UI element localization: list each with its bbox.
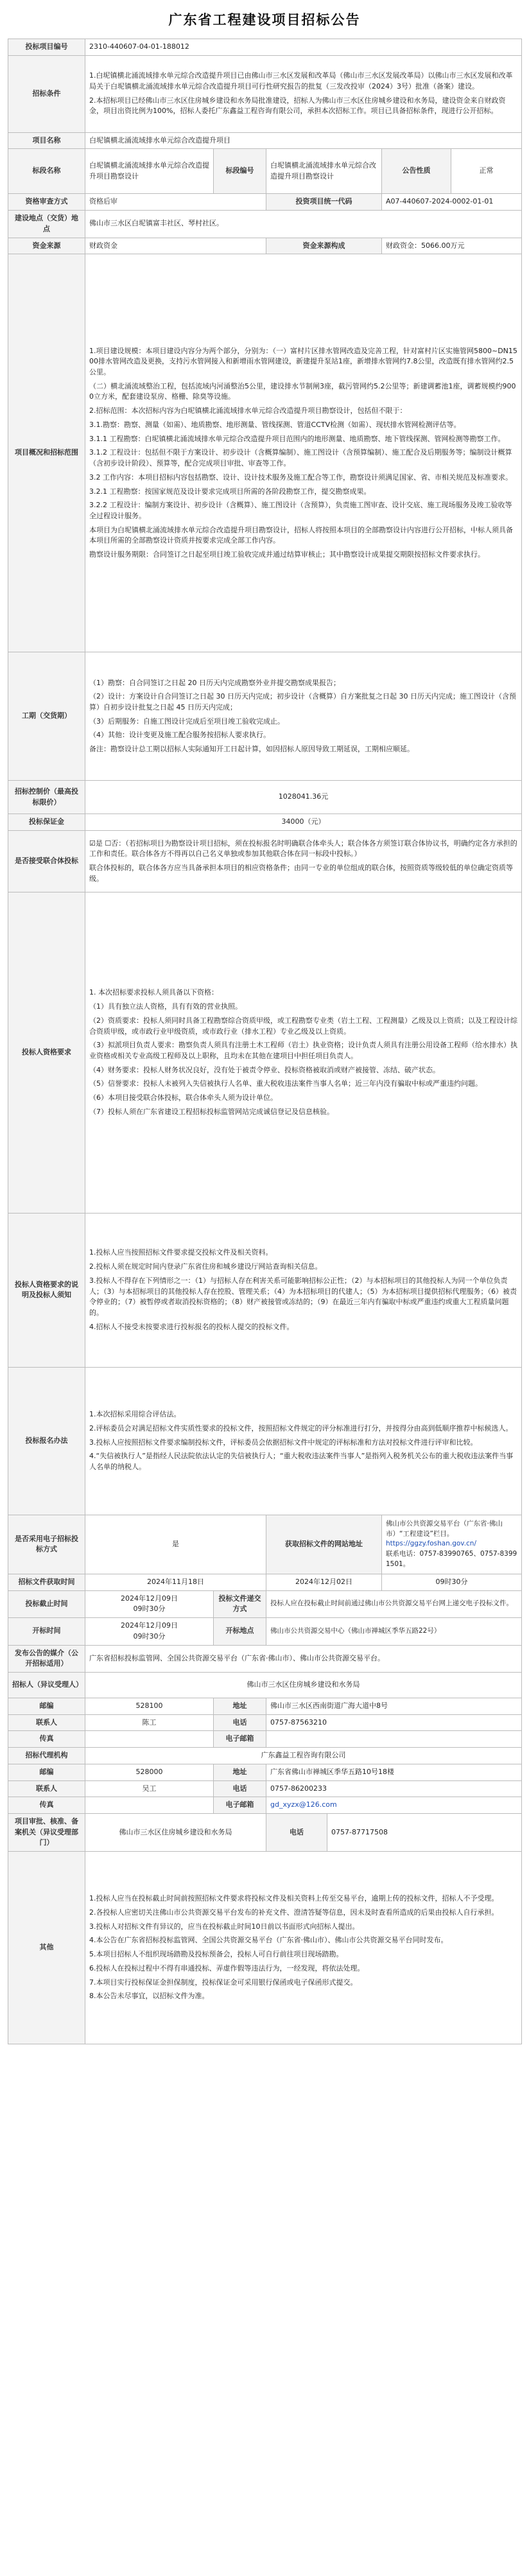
row-supervise (8, 1814, 522, 1852)
consortium-note: 联合体投标的，联合体各方应当具备承担本项目的相应资格条件；由同一专业的单位组成的联合体，按照资质等级较低的单位确定资质等级。 (89, 863, 513, 883)
row-agency-contact (8, 1780, 522, 1797)
value-open-time (85, 1618, 214, 1645)
period-item: （1）勘察：自合同签订之日起 20 日历天内完成勘察外业并提交勘察成果报告； (89, 678, 340, 687)
overview-item: 3.2.1 工程勘察：按国家规范及设计要求完成项目所需的各阶段勘察工作，提交勘察成果。 (89, 487, 371, 496)
overview-item: 3.1.2 工程设计：包括但不限于方案设计、初步设计（含概算编制）、施工图设计（含预算编制）、施工配合及后期服务等；编制设计概算（含初步设计阶段）、预算等，配合完成项目审批、审查等工作。 (89, 448, 512, 468)
label-tenderer-email: 电子邮箱 (214, 1731, 266, 1748)
label-conditions: 招标条件 (8, 55, 85, 132)
remark-item: 2.各投标人应密切关注佛山市公共资源交易平台发布的补充文件、澄清答疑等信息，因未及时查看所造成的后果由投标人自行承担。 (89, 1908, 499, 1917)
value-project-name: 白坭镇横北涌流域排水单元综合改造提升项目 (85, 132, 522, 149)
label-agency: 招标代理机构 (8, 1748, 85, 1764)
value-submit-method: 投标人应在投标截止时间前通过佛山市公共资源交易平台网上递交电子投标文件。 (266, 1590, 522, 1617)
label-doc-time: 招标文件获取时间 (8, 1574, 85, 1590)
row-doc-time (8, 1574, 522, 1590)
row-media (8, 1645, 522, 1672)
value-overview (85, 254, 522, 652)
label-agency-email: 电子邮箱 (214, 1797, 266, 1814)
value-other-req (85, 1213, 522, 1367)
evaluation-item: 2.评标委员会对满足招标文件实质性要求的投标文件，按照招标文件规定的评分标准进行打分，并按得分由高到低顺序推荐中标候选人。 (89, 1423, 513, 1432)
value-tenderer-email (266, 1731, 522, 1748)
qualification-item: （5）信誉要求：投标人未被列入失信被执行人名单、重大税收违法案件当事人名单；近三年内没有骗取中标或严重违约问题。 (89, 1079, 482, 1088)
row-remark (8, 1852, 522, 2044)
value-agency-fax (85, 1797, 214, 1814)
label-tenderer: 招标人（异议受理人） (8, 1672, 85, 1698)
value-evaluation (85, 1367, 522, 1515)
label-get-method: 获取招标文件的网站地址 (266, 1515, 382, 1574)
period-item: （3）后期服务：自施工图设计完成后至项目竣工验收完成止。 (89, 717, 284, 726)
condition-1: 1.白坭镇横北涌流域排水单元综合改造提升项目已由佛山市三水区发展和改革局（佛山市三水区发展改革局）以佛山市三水区发展和改革局关于白坭镇横北涌流域排水单元综合改造提升项目可行性研究报告的批复（三发改投审（2024）3号）批准（备案）建设。 (89, 71, 513, 91)
page-title: 广东省工程建设项目招标公告 (168, 12, 361, 28)
period-item: （2）设计：方案设计自合同签订之日起 30 日历天内完成；初步设计（含概算）自方案批复之日起 30 日历天内完成；施工图设计（含预算）自初步设计批复之日起 45 日历天内完成； (89, 692, 516, 711)
value-tenderer-phone: 0757-87563210 (266, 1714, 522, 1731)
label-open-place: 开标地点 (214, 1618, 266, 1645)
qualification-item: （4）财务要求：投标人财务状况良好，没有处于被责令停业、投标资格被取消或财产被接管、冻结、破产状态。 (89, 1065, 440, 1074)
get-method-url[interactable]: https://ggzy.foshan.gov.cn/ (386, 1540, 476, 1548)
value-bid-deadline (85, 1590, 214, 1617)
label-review: 资格审查方式 (8, 194, 85, 211)
consortium-text: ☑是 ☐否：（若招标项目为勘察设计项目招标，须在投标报名时明确联合体牵头人；联合体各方须签订联合体协议书，明确约定各方承担的工作和责任。联合体各方不得再以自己名义单独或参加其他联合体在同一标段中投标。） (89, 839, 517, 858)
row-open (8, 1618, 522, 1645)
value-agency-addr: 广东省佛山市禅城区季华五路10号18楼 (266, 1764, 522, 1780)
row-evaluation (8, 1367, 522, 1515)
label-project-code: 投标项目编号 (8, 39, 85, 55)
value-media: 广东省招标投标监管网、全国公共资源交易平台（广东省·佛山市）、佛山市公共资源交易平台。 (85, 1645, 522, 1672)
label-tenderer-post: 邮编 (8, 1698, 85, 1714)
value-tenderer-post: 528100 (85, 1698, 214, 1714)
row-other-req (8, 1213, 522, 1367)
label-consortium: 是否接受联合体投标 (8, 830, 85, 892)
period-item: （4）其他：设计变更及施工配合服务按招标人要求执行。 (89, 731, 270, 740)
bid-deadline-hour: 09时30分 (133, 1605, 166, 1614)
value-section-name: 白坭镇横北涌流域排水单元综合改造提升项目勘察设计 (85, 149, 214, 194)
open-time-hour: 09时30分 (133, 1632, 166, 1640)
remark-item: 4.本公告在广东省招标投标监管网、全国公共资源交易平台（广东省·佛山市）、佛山市公共资源交易平台同时发布。 (89, 1936, 448, 1945)
label-agency-post: 邮编 (8, 1764, 85, 1780)
row-project-code (8, 39, 522, 55)
row-budget (8, 781, 522, 814)
label-overview: 项目概况和招标范围 (8, 254, 85, 652)
value-budget: 1028041.36元 (85, 781, 522, 814)
label-section-code: 标段编号 (214, 149, 266, 194)
label-approval-code: 投资项目统一代码 (266, 194, 382, 211)
value-electronic: 是 (85, 1515, 266, 1574)
condition-2: 2.本招标项目已经佛山市三水区住房城乡建设和水务局批准建设，招标人为佛山市三水区住房城乡建设和水务局，建设资金来自财政资金，项目出资比例为100%，招标人委托广东鑫益工程咨询有限公司，承担本次招标工作。项目已具备招标条件，现进行公开招标。 (89, 96, 506, 116)
value-remark (85, 1852, 522, 2044)
value-location: 佛山市三水区白坭镇富丰社区、琴村社区。 (85, 211, 522, 238)
get-method-phone: 联系电话：0757-83990765、0757-83991501。 (386, 1550, 517, 1569)
label-tenderer-addr: 地址 (214, 1698, 266, 1714)
open-time-date: 2024年12月09日 (121, 1621, 178, 1630)
label-agency-fax: 传真 (8, 1797, 85, 1814)
row-overview (8, 254, 522, 652)
label-evaluation: 投标报名办法 (8, 1367, 85, 1515)
remark-item: 8.本公告未尽事宜，以招标文件为准。 (89, 1992, 209, 2001)
label-qualification: 投标人资格要求 (8, 892, 85, 1213)
label-agency-contact: 联系人 (8, 1780, 85, 1797)
overview-item: （二）横北涌流域整治工程，包括流域内河涌整治5公里，建设排水节制闸3座，截污管网约5.2公里等；新建调蓄池1座，调蓄规模约9000立方米，配套建设泵房、格栅、除臭等设施。 (89, 381, 516, 401)
value-get-method (382, 1515, 522, 1574)
remark-item: 7.本项目实行投标保证金担保制度，投标保证金可采用银行保函或电子保函形式提交。 (89, 1978, 358, 1987)
remark-item: 6.投标人在投标过程中不得有串通投标、弄虚作假等违法行为，一经发现，将依法处理。 (89, 1963, 365, 1972)
qualification-item: （6）本项目接受联合体投标，联合体牵头人须为设计单位。 (89, 1093, 277, 1102)
value-tenderer-fax (85, 1731, 214, 1748)
label-agency-phone: 电话 (214, 1780, 266, 1797)
qualification-item: （1）具有独立法人资格，具有有效的营业执照。 (89, 1002, 242, 1011)
value-agency-contact: 吴工 (85, 1780, 214, 1797)
value-approval-code: A07-440607-2024-0002-01-01 (382, 194, 522, 211)
value-supervise-phone: 0757-87717508 (327, 1814, 522, 1852)
row-review (8, 194, 522, 211)
row-deadline (8, 1590, 522, 1617)
value-notice-nature: 正常 (451, 149, 522, 194)
value-doc-time-start: 2024年11月18日 (85, 1574, 266, 1590)
value-supervise-name: 佛山市三水区住房城乡建设和水务局 (85, 1814, 266, 1852)
bid-deadline-date: 2024年12月09日 (121, 1594, 178, 1603)
value-agency-post: 528000 (85, 1764, 214, 1780)
label-remark: 其他 (8, 1852, 85, 2044)
label-submit-method: 投标文件递交方式 (214, 1590, 266, 1617)
value-consortium (85, 830, 522, 892)
label-capital-source: 资金来源 (8, 238, 85, 254)
value-tenderer-addr: 佛山市三水区西南街道广海大道中8号 (266, 1698, 522, 1714)
label-tenderer-contact: 联系人 (8, 1714, 85, 1731)
value-agency-phone: 0757-86200233 (266, 1780, 522, 1797)
overview-item: 3.1.勘察：勘察、测量（如需）、地质勘察、地形测量、管线探测、管道CCTV检测（如需）、现状排水管网检测评估等。 (89, 420, 461, 429)
remark-item: 1.投标人应当在投标截止时间前按照招标文件要求将投标文件及相关资料上传至交易平台，逾期上传的投标文件，招标人不予受理。 (89, 1894, 499, 1903)
value-project-code: 2310-440607-04-01-188012 (85, 39, 522, 55)
row-electronic (8, 1515, 522, 1574)
evaluation-item: 1.本次招标采用综合评估法。 (89, 1410, 181, 1419)
label-deposit: 投标保证金 (8, 814, 85, 831)
row-tenderer-addr (8, 1698, 522, 1714)
overview-item: 2.招标范围：本次招标内容为白坭镇横北涌流域排水单元综合改造提升项目勘察设计，包括但不限于： (89, 406, 407, 415)
row-section (8, 149, 522, 194)
value-period (85, 652, 522, 781)
label-project-name: 项目名称 (8, 132, 85, 149)
label-tenderer-fax: 传真 (8, 1731, 85, 1748)
overview-item: 3.1.1 工程勘察：白坭镇横北涌流域排水单元综合改造提升项目范围内的地形测量、地质勘察、地下管线探测、管网检测等勘察工作。 (89, 434, 505, 443)
label-agency-addr: 地址 (214, 1764, 266, 1780)
value-review: 资格后审 (85, 194, 266, 211)
label-location: 建设地点（交货）地点 (8, 211, 85, 238)
scope-item: 勘察设计服务期限：合同签订之日起至项目竣工验收完成并通过结算审核止；其中勘察设计成果提交期限按招标文件要求执行。 (89, 550, 485, 559)
label-section-name: 标段名称 (8, 149, 85, 194)
row-capital (8, 238, 522, 254)
value-capital-ratio: 财政资金：5066.00万元 (382, 238, 522, 254)
row-tenderer-contact (8, 1714, 522, 1731)
value-deposit: 34000（元） (85, 814, 522, 831)
other-req-item: 3.投标人不得存在下列情形之一：（1）与招标人存在利害关系可能影响招标公正性；（2）与本招标项目的其他投标人为同一个单位负责人；（3）与本招标项目的其他投标人存在控股、管理关系；（4）为本招标项目的代建人；（5）为本招标项目提供招标代理服务；（6）被责令停业的；（7）被暂停或者取消投标资格的；（8）财产被接管或冻结的；（9）在最近三年内有骗取中标或严重违约或重大工程质量问题的。 (89, 1276, 517, 1318)
value-conditions (85, 55, 522, 132)
overview-item: 3.2.2 工程设计：编制方案设计、初步设计（含概算）、施工图设计（含预算），负责施工图审查、设计交底、施工现场服务及竣工验收等全过程设计服务。 (89, 501, 512, 520)
other-req-item: 1.投标人应当按照招标文件要求提交投标文件及相关资料。 (89, 1248, 273, 1257)
overview-item: 3.2 工作内容：本项目招标内容包括勘察、设计、设计技术服务及施工配合等工作，勘察设计须满足国家、省、市相关规范及标准要求。 (89, 473, 512, 482)
value-doc-time-end: 2024年12月02日 (266, 1574, 382, 1590)
value-open-place: 佛山市公共资源交易中心（佛山市禅城区季华五路22号） (266, 1618, 522, 1645)
label-supervise-phone: 电话 (266, 1814, 327, 1852)
row-location (8, 211, 522, 238)
qualification-item: （7）投标人须在广东省建设工程招标投标监管网站完成诚信登记及信息核验。 (89, 1107, 334, 1116)
qualification-item: （2）资质要求：投标人须同时具备工程勘察综合资质甲级，或工程勘察专业类（岩土工程、工程测量）乙级及以上资质；以及工程设计综合资质甲级，或市政行业甲级资质，或市政行业（排水工程）专业乙级及以上资质。 (89, 1016, 517, 1036)
value-tenderer-name: 佛山市三水区住房城乡建设和水务局 (85, 1672, 522, 1698)
qualification-item: 1. 本次招标要求投标人须具备以下资格： (89, 988, 218, 997)
get-method-text: 佛山市公共资源交易平台（广东省·佛山市）“工程建设”栏目。 (386, 1519, 503, 1538)
label-media: 发布公告的媒介（公开招标适用） (8, 1645, 85, 1672)
evaluation-item: 4.“失信被执行人”是指经人民法院依法认定的失信被执行人；“重大税收违法案件当事人”是指列入税务机关公布的重大税收违法案件当事人名单的纳税人。 (89, 1452, 514, 1472)
row-project-name (8, 132, 522, 149)
scope-item: 本项目为白坭镇横北涌流域排水单元综合改造提升项目勘察设计，招标人将按照本项目的全部勘察设计内容进行公开招标，中标人须具备本项目所需的全部勘察设计资质并按要求完成全部工作内容。 (89, 525, 513, 545)
period-item: 备注：勘察设计总工期以招标人实际通知开工日起计算，如因招标人原因导致工期延误，工期相应顺延。 (89, 745, 414, 754)
label-electronic: 是否采用电子招标投标方式 (8, 1515, 85, 1574)
row-agency-fax (8, 1797, 522, 1814)
other-req-item: 2.投标人须在规定时间内登录广东省住房和城乡建设厅网站查询相关信息。 (89, 1262, 322, 1271)
label-capital-ratio: 资金来源构成 (266, 238, 382, 254)
row-conditions (8, 55, 522, 132)
row-consortium (8, 830, 522, 892)
value-qualification (85, 892, 522, 1213)
value-section-code: 白坭镇横北涌流域排水单元综合改造提升项目勘察设计 (266, 149, 382, 194)
row-period (8, 652, 522, 781)
value-agency-name: 广东鑫益工程咨询有限公司 (85, 1748, 522, 1764)
label-notice-nature: 公告性质 (382, 149, 451, 194)
row-tenderer-name (8, 1672, 522, 1698)
row-agency-name (8, 1748, 522, 1764)
value-doc-time-end-hour: 09时30分 (382, 1574, 522, 1590)
label-open-time: 开标时间 (8, 1618, 85, 1645)
label-tenderer-phone: 电话 (214, 1714, 266, 1731)
other-req-item: 4.招标人不接受未按要求进行投标报名的投标人提交的投标文件。 (89, 1322, 294, 1331)
row-qualification (8, 892, 522, 1213)
label-budget: 招标控制价（最高投标限价） (8, 781, 85, 814)
qualification-item: （3）拟派项目负责人要求：勘察负责人须具有注册土木工程师（岩土）执业资格；设计负责人须具有注册公用设备工程师（给水排水）执业资格或相关专业高级工程师及以上职称，且均未在其他在建项目中担任项目负责人。 (89, 1041, 517, 1060)
value-capital-source: 财政资金 (85, 238, 266, 254)
label-supervise: 项目审批、核准、备案机关（异议受理部门） (8, 1814, 85, 1852)
row-deposit (8, 814, 522, 831)
remark-item: 3.投标人对招标文件有异议的，应当在投标截止时间10日前以书面形式向招标人提出。 (89, 1922, 360, 1931)
value-tenderer-contact: 陈工 (85, 1714, 214, 1731)
value-agency-email[interactable]: gd_xyzx@126.com (266, 1797, 522, 1814)
remark-item: 5.本项目招标人不组织现场踏勘及投标预备会，投标人可自行前往项目现场踏勘。 (89, 1950, 343, 1959)
label-period: 工期（交货期） (8, 652, 85, 781)
row-tenderer-fax (8, 1731, 522, 1748)
evaluation-item: 3.投标人应按照招标文件要求编制投标文件，评标委员会依据招标文件中规定的评标标准和方法对投标文件进行评审和比较。 (89, 1438, 478, 1447)
overview-item: 1.项目建设规模：本项目建设内容分为两个部分，分别为：（一）富村片区排水管网改造及完善工程，针对富村片区实施管网5800~DN1500排水管网改造及更换，支持污水管网接入和新增雨水管网建设，新建提升泵站1座，新增排水管网约7.8公里，改造既有排水管网约2.5公里。 (89, 346, 517, 377)
row-agency-addr (8, 1764, 522, 1780)
label-bid-deadline: 投标截止时间 (8, 1590, 85, 1617)
notice-table (8, 39, 522, 2044)
label-other-req: 投标人资格要求的说明及投标人须知 (8, 1213, 85, 1367)
